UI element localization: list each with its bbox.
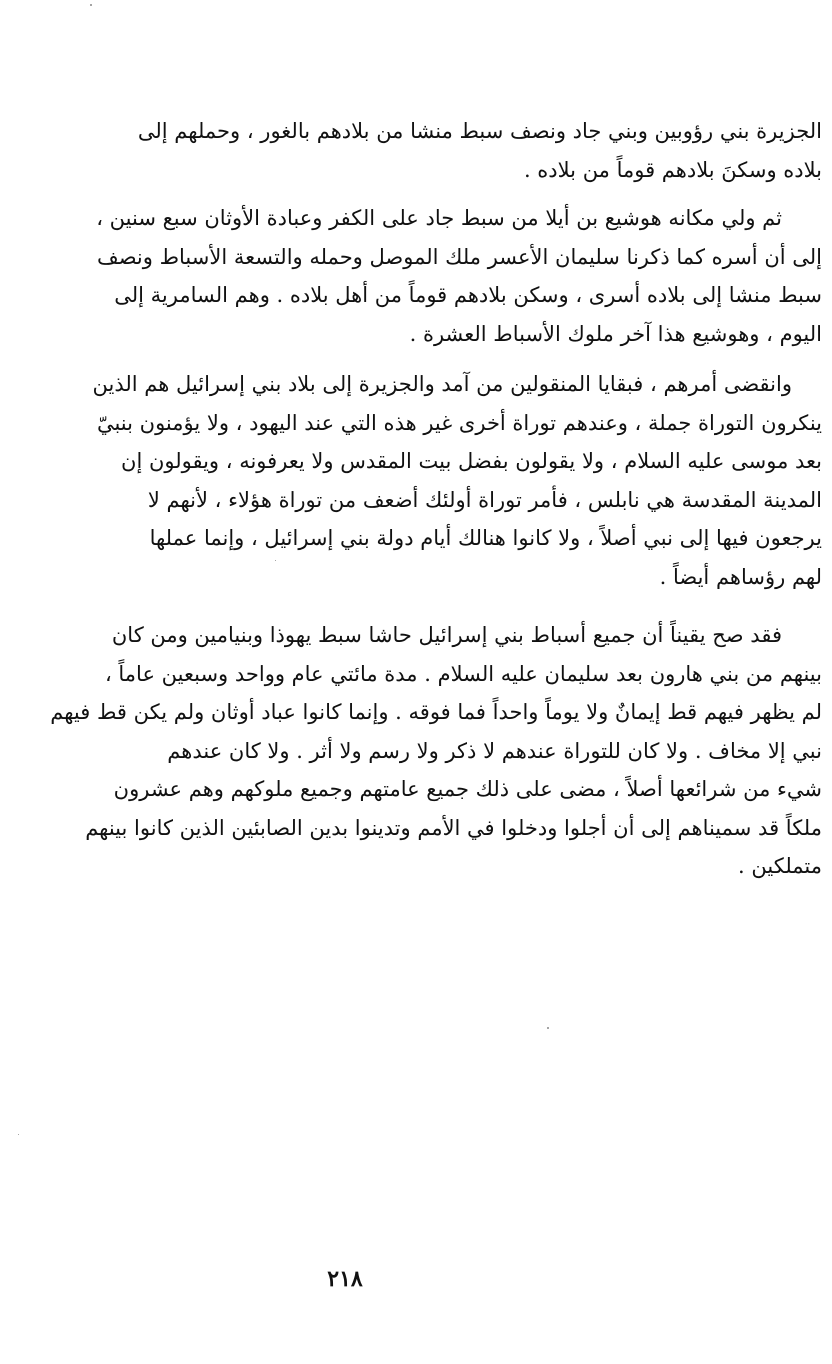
- paragraph: وانقضى أمرهم ، فبقايا المنقولين من آمد والجزيرة إلى بلاد بني إسرائيل هم الذين ينكرون التوراة جملة ، وعندهم توراة أخرى غير هذه التي عند اليهود ، ولا يؤمنون بنبيّ بعد موسى عليه السلام ، ولا يقولون بفضل بيت المقدس ولا يعرفونه ، ويقولون إن المدينة المقدسة هي نابلس ، فأمر توراة أولئك أضعف من توراة هؤلاء ، لأنهم لا يرجعون فيها إلى نبي أصلاً ، ولا كانوا هنالك أيام دولة بني إسرائيل ، وإنما عملها لهم رؤساهم أيضاً .: [92, 372, 822, 589]
- scan-speck: [547, 1027, 549, 1029]
- body-text: [10, 112, 822, 886]
- paragraph: ثم ولي مكانه هوشيع بن أيلا من سبط جاد على الكفر وعبادة الأوثان سبع سنين ، إلى أن أسره كما ذكرنا سليمان الأعسر ملك الموصل وحمله والتسعة الأسباط ونصف سبط منشا إلى بلاده أسرى ، وسكن بلادهم قوماً من أهل بلاده . وهم السامرية إلى اليوم ، وهوشيع هذا آخر ملوك الأسباط العشرة .: [96, 206, 822, 346]
- scan-speck: [90, 4, 92, 6]
- page-number: ٢١٨: [327, 1266, 363, 1292]
- paragraph: الجزيرة بني رؤوبين وبني جاد ونصف سبط منشا من بلادهم بالغور ، وحملهم إلى بلاده وسكنَ بلادهم قوماً من بلاده .: [137, 119, 822, 182]
- scan-speck: [18, 1134, 19, 1135]
- paragraph: فقد صح يقيناً أن جميع أسباط بني إسرائيل حاشا سبط يهوذا وبنيامين ومن كان بينهم من بني هارون بعد سليمان عليه السلام . مدة مائتي عام وواحد وسبعين عاماً ، لم يظهر فيهم قط إيمانٌ ولا يوماً واحداً فما فوقه . وإنما كانوا عباد أوثان ولم يكن قط فيهم نبي إلا مخاف . ولا كان للتوراة عندهم لا ذكر ولا رسم ولا أثر . ولا كان عندهم شيء من شرائعها أصلاً ، مضى على ذلك جميع عامتهم وجميع ملوكهم وهم عشرون ملكاً قد سميناهم إلى أن أجلوا ودخلوا في الأمم وتدينوا بدين الصابئين الذين كانوا بينهم متملكين .: [50, 623, 822, 878]
